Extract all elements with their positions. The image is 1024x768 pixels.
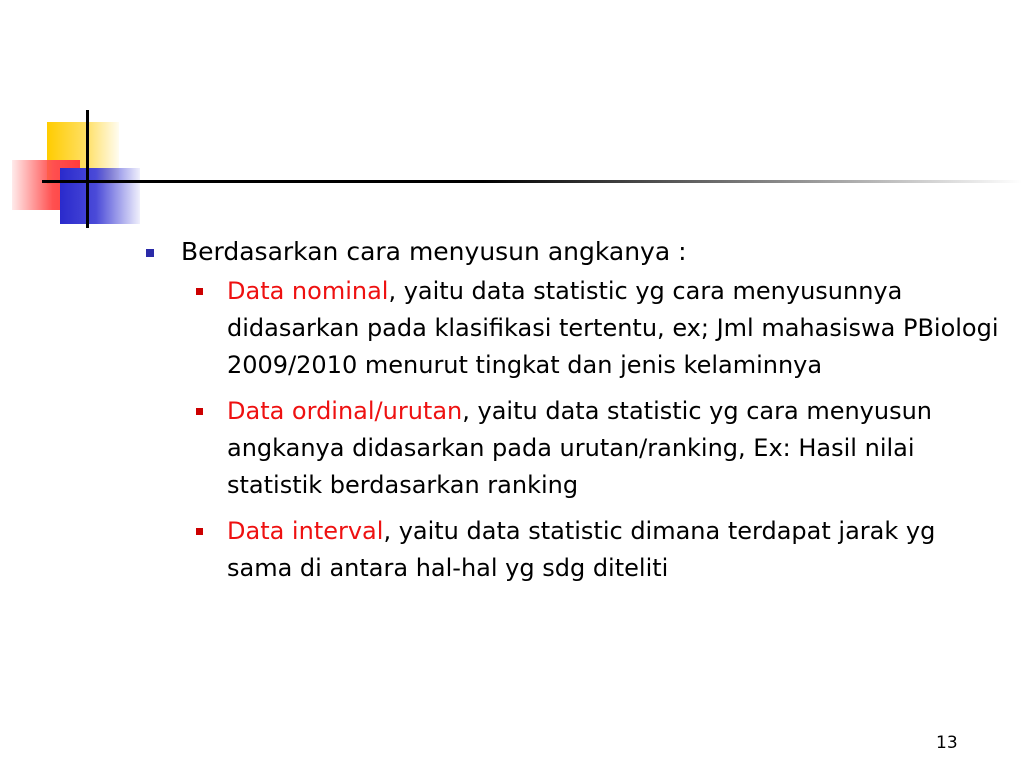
term-description: , yaitu data statistic dimana terdapat jarak yg sama di antara hal-hal yg sdg diteliti	[227, 517, 936, 582]
sub-bullet-item	[144, 513, 1007, 587]
square-bullet-icon	[146, 249, 154, 257]
square-bullet-icon	[196, 528, 203, 535]
decorative-logo	[0, 0, 160, 240]
title-divider-line	[42, 180, 1022, 183]
slide-body	[144, 233, 1004, 596]
vertical-line	[86, 110, 89, 228]
term-description: , yaitu data statistic yg cara menyusun angkanya didasarkan pada urutan/ranking, Ex: Hasil nilai statistik berdasarkan ranking	[227, 397, 933, 499]
term-description: , yaitu data statistic yg cara menyusunnya didasarkan pada klasifikasi tertentu, ex; Jml mahasiswa PBiologi 2009/2010 menurut tingkat dan jenis kelaminnya	[227, 277, 999, 379]
term-label: Data nominal	[227, 277, 389, 305]
term-label: Data ordinal/urutan	[227, 397, 463, 425]
sub-bullet-list	[144, 273, 1004, 587]
term-label: Data interval	[227, 517, 384, 545]
sub-bullet-item	[144, 393, 1007, 504]
square-bullet-icon	[196, 288, 203, 295]
blue-square-shape	[60, 168, 140, 224]
page-number: 13	[936, 733, 958, 753]
bullet-level1	[144, 233, 1004, 271]
sub-bullet-item	[144, 273, 1007, 384]
square-bullet-icon	[196, 408, 203, 415]
main-bullet-text: Berdasarkan cara menyusun angkanya :	[181, 237, 687, 266]
